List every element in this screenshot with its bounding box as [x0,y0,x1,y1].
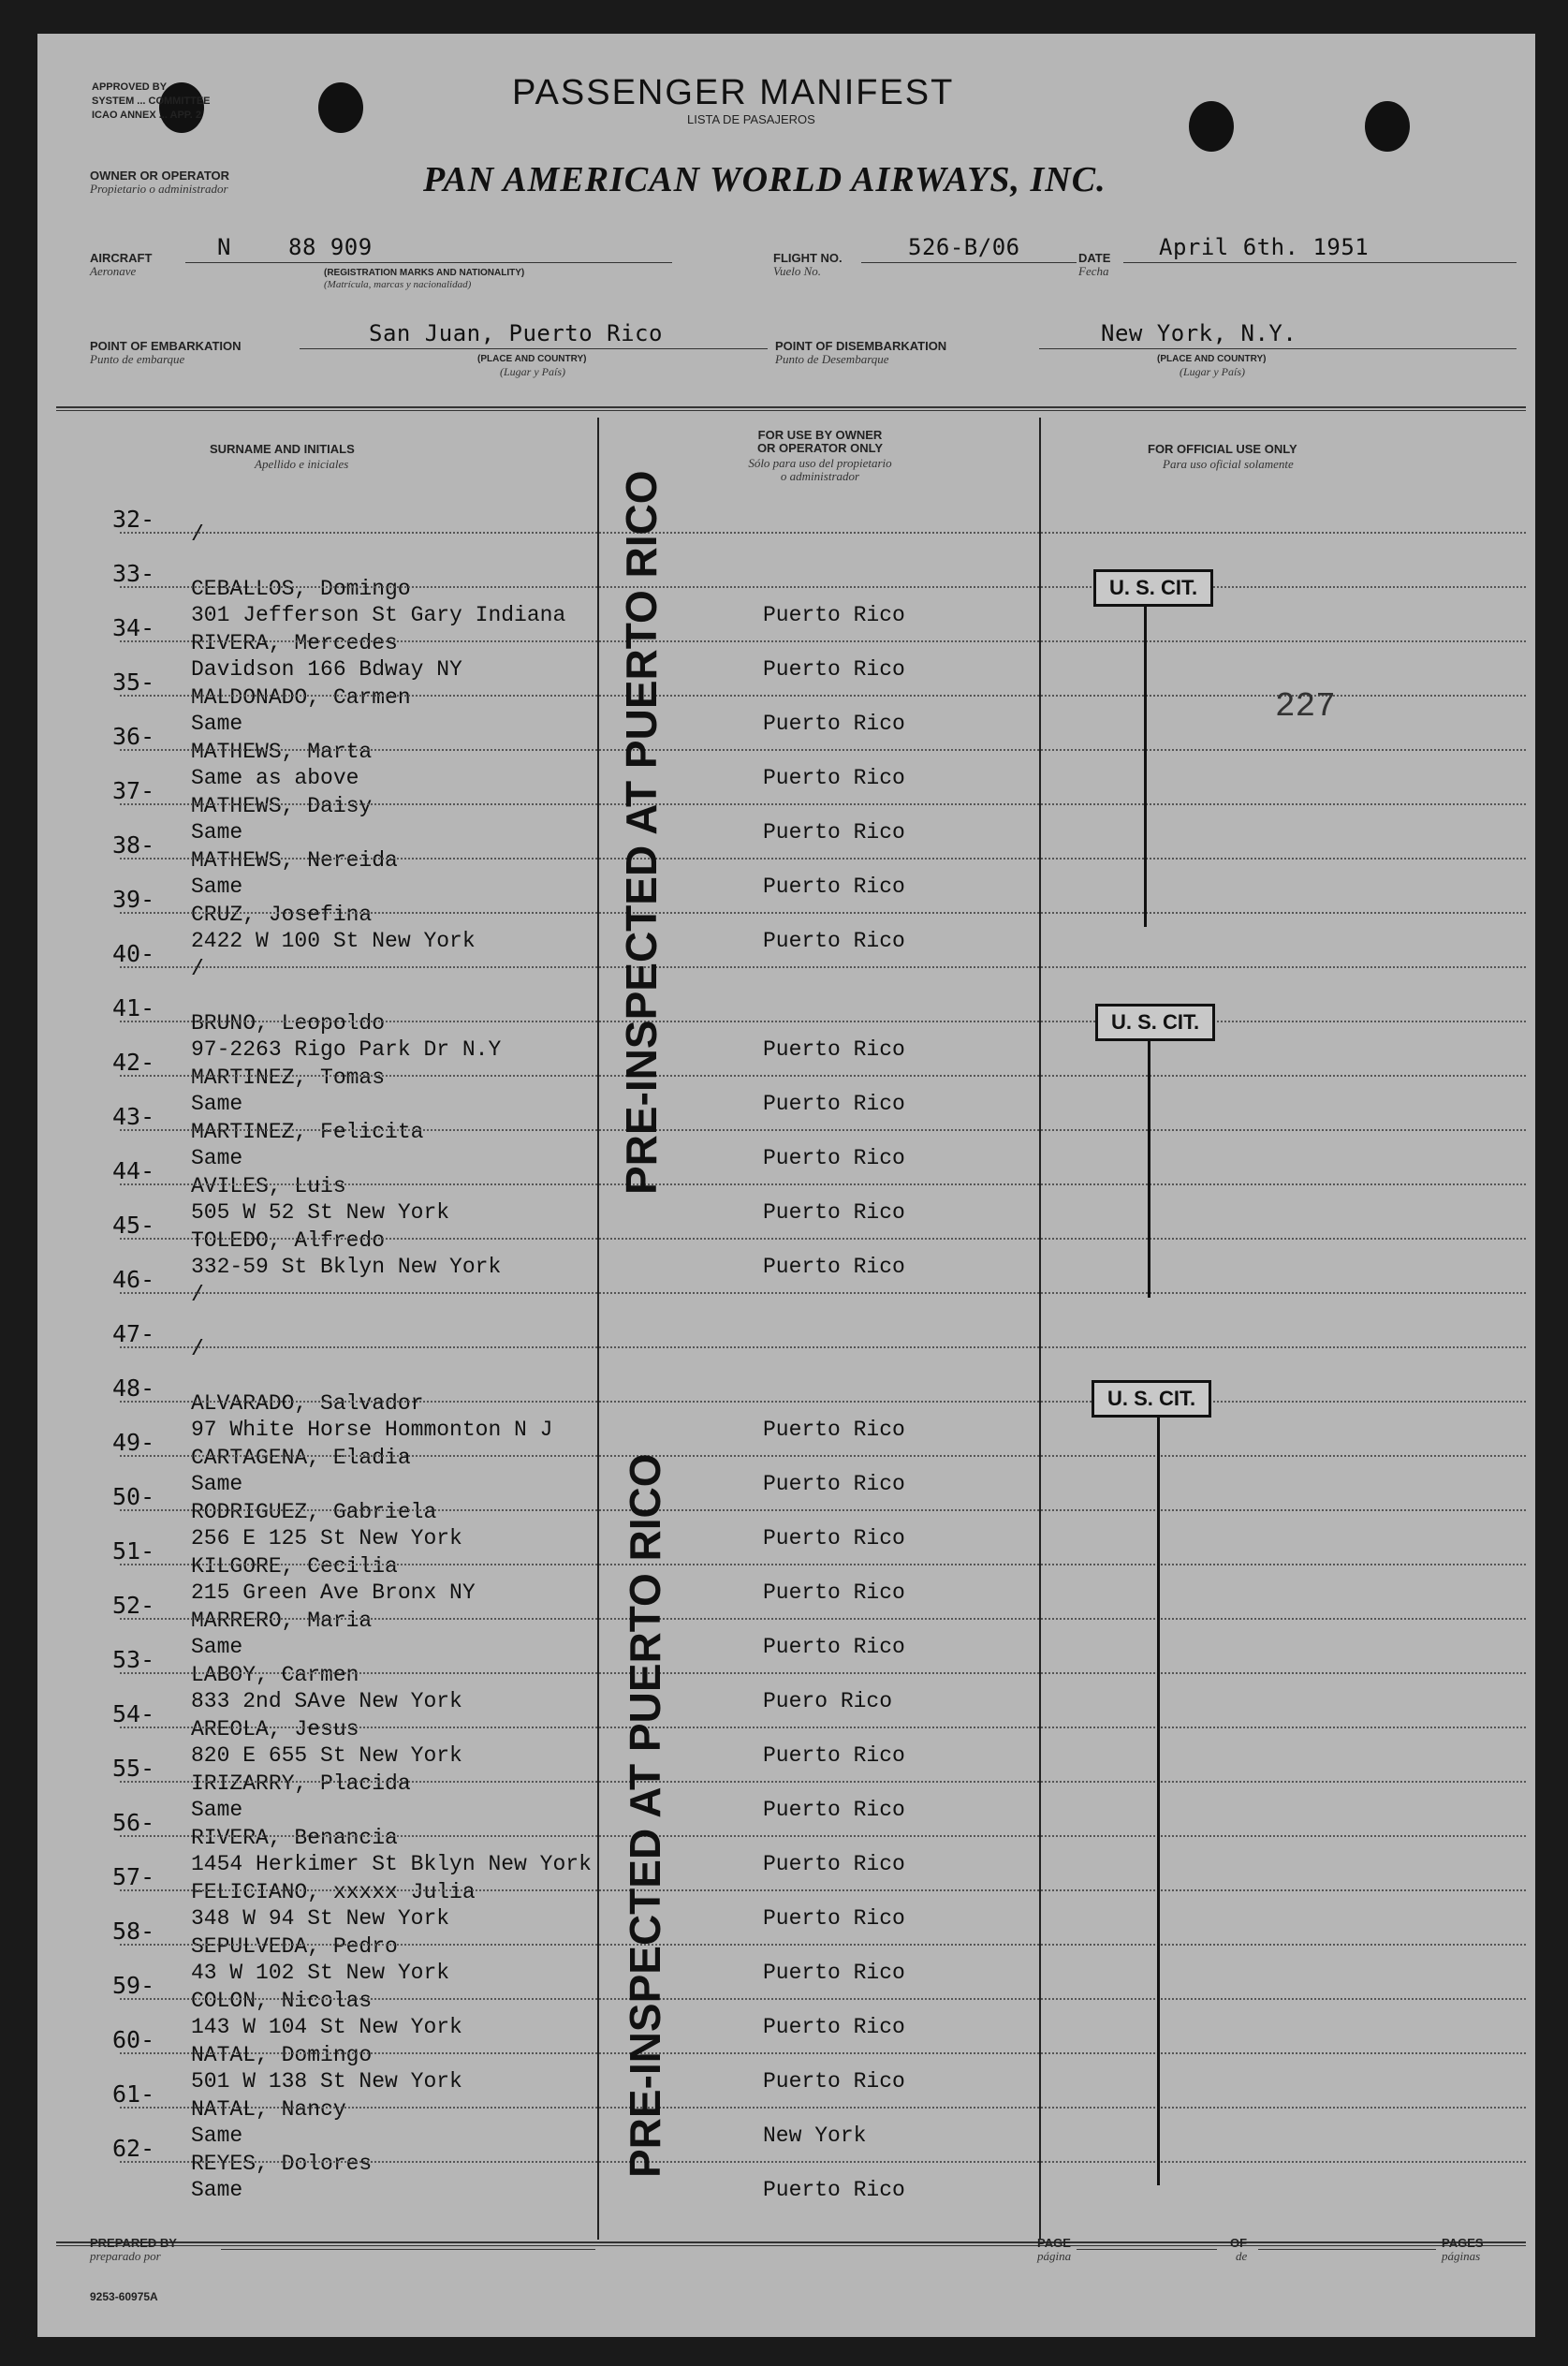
passenger-name: CARTAGENA, Eladia [191,1446,411,1470]
passenger-name: NATAL, Nancy [191,2097,346,2122]
row-separator [120,1183,1526,1185]
date-underline [1123,262,1517,263]
passenger-destination: Puerto Rico [763,2178,905,2202]
passenger-name: SEPULVEDA, Pedro [191,1934,398,1959]
row-number: 40- [112,940,155,967]
date-label: DATE [1078,251,1111,265]
row-number: 47- [112,1320,155,1347]
row-separator [120,1998,1526,2000]
passenger-address: Same [191,1798,243,1822]
passenger-destination: Puerto Rico [763,929,905,953]
approval-line: APPROVED BY [92,81,168,93]
place-note-es: (Lugar y País) [500,365,565,378]
passenger-destination: New York [763,2124,867,2148]
row-separator [120,1672,1526,1674]
registration-note-es: (Matrícula, marcas y nacionalidad) [324,279,472,290]
row-number: 35- [112,669,155,696]
operator-label-es: Propietario o administrador [90,182,228,196]
table-header-rule [56,410,1526,411]
passenger-destination: Puerto Rico [763,603,905,627]
of-label: OF [1230,2236,1248,2250]
row-number: 51- [112,1537,155,1565]
passenger-address: Same [191,1146,243,1170]
row-separator [120,1129,1526,1131]
passenger-name: KILGORE, Cecilia [191,1554,398,1579]
row-number: 50- [112,1483,155,1510]
passenger-address: Same [191,2178,243,2202]
row-number: 41- [112,994,155,1021]
row-separator [120,640,1526,642]
row-separator [120,1618,1526,1620]
row-separator [120,1944,1526,1946]
row-number: 33- [112,560,155,587]
prepared-by-line [221,2249,595,2250]
row-separator [120,1075,1526,1077]
punch-hole [318,82,363,133]
row-separator [120,1238,1526,1240]
column-header-owner-line: OR OPERATOR ONLY [756,441,884,455]
passenger-name: MARRERO, Maria [191,1609,373,1633]
row-separator [120,1292,1526,1294]
row-number: 46- [112,1266,155,1293]
row-separator [120,1401,1526,1403]
row-separator [120,749,1526,751]
row-number: 37- [112,777,155,804]
approval-block [92,81,211,123]
disembarkation-place: New York, N.Y. [1101,320,1297,346]
passenger-address: 332-59 St Bklyn New York [191,1255,502,1279]
passenger-name: / [191,522,204,547]
passenger-destination: Puerto Rico [763,2015,905,2039]
row-separator [120,2161,1526,2163]
row-number: 45- [112,1212,155,1239]
flight-underline [861,262,1077,263]
passenger-address: 256 E 125 St New York [191,1526,462,1550]
passenger-name: COLON, Nicolas [191,1989,373,2013]
aircraft-registration: 88 909 [288,234,373,260]
row-number: 34- [112,614,155,641]
table-bottom-rule [56,2245,1526,2246]
passenger-name: IRIZARRY, Placida [191,1771,411,1796]
passenger-destination: Puerto Rico [763,1906,905,1931]
row-separator [120,2107,1526,2109]
passenger-destination: Puerto Rico [763,766,905,790]
passenger-address: 143 W 104 St New York [191,2015,462,2039]
row-number: 58- [112,1918,155,1945]
place-note-2: (PLACE AND COUNTRY) [1157,354,1267,364]
row-number: 49- [112,1429,155,1456]
column-header-owner-es-line: Sólo para uso del propietario [748,456,892,470]
row-number: 56- [112,1809,155,1836]
operator-label: OWNER OR OPERATOR [90,169,230,183]
row-separator [120,1835,1526,1837]
registration-note: (REGISTRATION MARKS AND NATIONALITY) [324,268,525,278]
row-separator [120,858,1526,860]
passenger-name: MATHEWS, Marta [191,740,373,764]
column-header-official-es: Para uso oficial solamente [1163,457,1294,471]
flight-number: 526-B/06 [908,234,1020,260]
aircraft-prefix: N [217,234,231,260]
passenger-destination: Puerto Rico [763,1743,905,1768]
passenger-address: Same [191,2124,243,2148]
manifest-sheet [37,34,1535,2337]
passenger-destination: Puerto Rico [763,1580,905,1605]
embarkation-place: San Juan, Puerto Rico [369,320,663,346]
row-number: 42- [112,1049,155,1076]
row-number: 53- [112,1646,155,1673]
bracket-line [1144,607,1147,927]
passenger-address: Same [191,712,243,736]
passenger-name: AREOLA, Jesus [191,1717,359,1741]
embarkation-label-es: Punto de embarque [90,352,185,366]
passenger-name: FELICIANO, xxxxx Julia [191,1880,476,1904]
disembarkation-label-es: Punto de Desembarque [775,352,889,366]
row-number: 44- [112,1157,155,1184]
passenger-name: REYES, Dolores [191,2152,373,2176]
disembarkation-underline [1039,348,1517,349]
passenger-address: 215 Green Ave Bronx NY [191,1580,476,1605]
passenger-destination: Puerto Rico [763,1526,905,1550]
bracket-line [1157,1418,1160,2185]
row-number: 60- [112,2026,155,2053]
row-separator [120,1727,1526,1728]
row-separator [120,586,1526,588]
passenger-address: 301 Jefferson St Gary Indiana [191,603,566,627]
column-divider [597,418,599,2240]
passenger-address: 501 W 138 St New York [191,2069,462,2094]
row-number: 43- [112,1103,155,1130]
prepared-by-label: PREPARED BY [90,2236,177,2250]
embarkation-underline [300,348,768,349]
handwritten-number: 227 [1275,687,1336,726]
punch-hole [1365,101,1410,152]
passenger-address: Same [191,1635,243,1659]
passenger-destination: Puerto Rico [763,1092,905,1116]
passenger-address: Same [191,820,243,845]
row-number: 38- [112,831,155,859]
passenger-address: 2422 W 100 St New York [191,929,476,953]
table-top-rule [56,406,1526,408]
row-separator [120,1455,1526,1457]
disembarkation-label: POINT OF DISEMBARKATION [775,339,947,353]
passenger-address: 505 W 52 St New York [191,1200,450,1225]
row-separator [120,803,1526,805]
form-number: 9253-60975A [90,2290,158,2303]
passenger-destination: Puerto Rico [763,1146,905,1170]
row-separator [120,532,1526,534]
punch-hole [1189,101,1234,152]
flight-label: FLIGHT NO. [773,251,843,265]
passenger-name: NATAL, Domingo [191,2043,373,2067]
passenger-address: Same [191,1472,243,1496]
passenger-destination: Puerto Rico [763,1961,905,1985]
us-citizen-stamp: U. S. CIT. [1092,1380,1211,1418]
row-number: 48- [112,1374,155,1402]
passenger-address: Davidson 166 Bdway NY [191,657,462,682]
passenger-name: LABOY, Carmen [191,1663,359,1687]
passenger-address: 43 W 102 St New York [191,1961,450,1985]
approval-line: ICAO ANNEX ... APP. 2 [92,110,201,121]
passenger-destination: Puerto Rico [763,657,905,682]
place-note-es-2: (Lugar y País) [1180,365,1245,378]
passenger-address: Same [191,1092,243,1116]
passenger-destination: Puerto Rico [763,712,905,736]
us-citizen-stamp: U. S. CIT. [1095,1004,1215,1041]
row-separator [120,1564,1526,1565]
passenger-address: 833 2nd SAve New York [191,1689,462,1713]
page-label: PAGE [1037,2236,1071,2250]
passenger-destination: Puerto Rico [763,1037,905,1062]
passenger-name: MATHEWS, Daisy [191,794,373,818]
page-title-es: LISTA DE PASAJEROS [687,112,815,126]
passenger-destination: Puerto Rico [763,1852,905,1876]
approval-line: SYSTEM ... COMMITTEE [92,96,211,107]
passenger-address: Same [191,874,243,899]
row-number: 39- [112,886,155,913]
passenger-address: Same as above [191,766,359,790]
row-number: 57- [112,1863,155,1890]
row-number: 32- [112,506,155,533]
flight-label-es: Vuelo No. [773,264,822,278]
preinspected-stamp: PRE-INSPECTED AT PUERTO RICO [621,1453,669,2178]
page-title: PASSENGER MANIFEST [512,73,955,112]
embarkation-label: POINT OF EMBARKATION [90,339,242,353]
column-header-official: FOR OFFICIAL USE ONLY [1148,442,1297,456]
passenger-name: CEBALLOS, Domingo [191,577,411,601]
row-separator [120,966,1526,968]
passenger-name: TOLEDO, Alfredo [191,1228,386,1253]
passenger-name: MARTINEZ, Felicita [191,1120,424,1144]
page-line [1077,2249,1217,2250]
column-header-surname: SURNAME AND INITIALS [210,442,355,456]
row-separator [120,1021,1526,1022]
passenger-destination: Puerto Rico [763,1798,905,1822]
passenger-name: CRUZ, Josefina [191,903,373,927]
passenger-name: RIVERA, Benancia [191,1826,398,1850]
row-separator [120,2052,1526,2054]
passenger-name: / [191,957,204,981]
column-header-owner-line: FOR USE BY OWNER [757,428,883,442]
passenger-name: AVILES, Luis [191,1174,346,1198]
passenger-address: 348 W 94 St New York [191,1906,450,1931]
row-number: 59- [112,1972,155,1999]
of-label-es: de [1236,2249,1248,2263]
row-separator [120,1889,1526,1891]
aircraft-label-es: Aeronave [90,264,137,278]
passenger-destination: Puerto Rico [763,874,905,899]
date-label-es: Fecha [1078,264,1109,278]
passenger-name: ALVARADO, Salvador [191,1391,424,1416]
of-line [1258,2249,1436,2250]
passenger-name: MALDONADO, Carmen [191,685,411,710]
aircraft-label: AIRCRAFT [90,251,153,265]
prepared-by-label-es: preparado por [90,2249,161,2263]
row-separator [120,1509,1526,1511]
row-separator [120,912,1526,914]
passenger-destination: Puerto Rico [763,820,905,845]
passenger-name: RIVERA, Mercedes [191,631,398,655]
page-label-es: página [1037,2249,1072,2263]
pages-label: PAGES [1442,2236,1484,2250]
passenger-name: BRUNO, Leopoldo [191,1011,386,1036]
passenger-address: 97-2263 Rigo Park Dr N.Y [191,1037,502,1062]
passenger-destination: Puerto Rico [763,1255,905,1279]
passenger-address: 1454 Herkimer St Bklyn New York [191,1852,592,1876]
row-number: 36- [112,723,155,750]
row-number: 62- [112,2135,155,2162]
row-number: 54- [112,1700,155,1727]
row-separator [120,1781,1526,1783]
passenger-destination: Puerto Rico [763,1472,905,1496]
us-citizen-stamp: U. S. CIT. [1093,569,1213,607]
passenger-name: / [191,1283,204,1307]
passenger-destination: Puerto Rico [763,1418,905,1442]
preinspected-stamp: PRE-INSPECTED AT PUERTO RICO [617,470,666,1195]
column-divider [1039,418,1041,2240]
passenger-name: RODRIGUEZ, Gabriela [191,1500,437,1524]
column-header-surname-es: Apellido e iniciales [255,457,349,471]
row-number: 52- [112,1592,155,1619]
flight-date: April 6th. 1951 [1159,234,1370,260]
passenger-destination: Puerto Rico [763,1635,905,1659]
table-bottom-rule [56,2241,1526,2243]
operator-name: PAN AMERICAN WORLD AIRWAYS, INC. [423,160,1106,199]
passenger-address: 97 White Horse Hommonton N J [191,1418,553,1442]
aircraft-underline [185,262,672,263]
pages-label-es: páginas [1442,2249,1481,2263]
passenger-name: MATHEWS, Nereida [191,848,398,873]
row-separator [120,1346,1526,1348]
passenger-destination: Puerto Rico [763,1200,905,1225]
bracket-line [1148,1039,1150,1298]
row-number: 55- [112,1755,155,1782]
passenger-name: / [191,1337,204,1361]
passenger-name: MARTINEZ, Tomas [191,1065,386,1090]
column-header-owner-es [708,457,932,483]
column-header-owner [717,429,923,455]
column-header-owner-es-line: o administrador [780,469,860,483]
row-number: 61- [112,2080,155,2108]
passenger-destination: Puero Rico [763,1689,893,1713]
passenger-destination: Puerto Rico [763,2069,905,2094]
place-note: (PLACE AND COUNTRY) [477,354,587,364]
passenger-address: 820 E 655 St New York [191,1743,462,1768]
